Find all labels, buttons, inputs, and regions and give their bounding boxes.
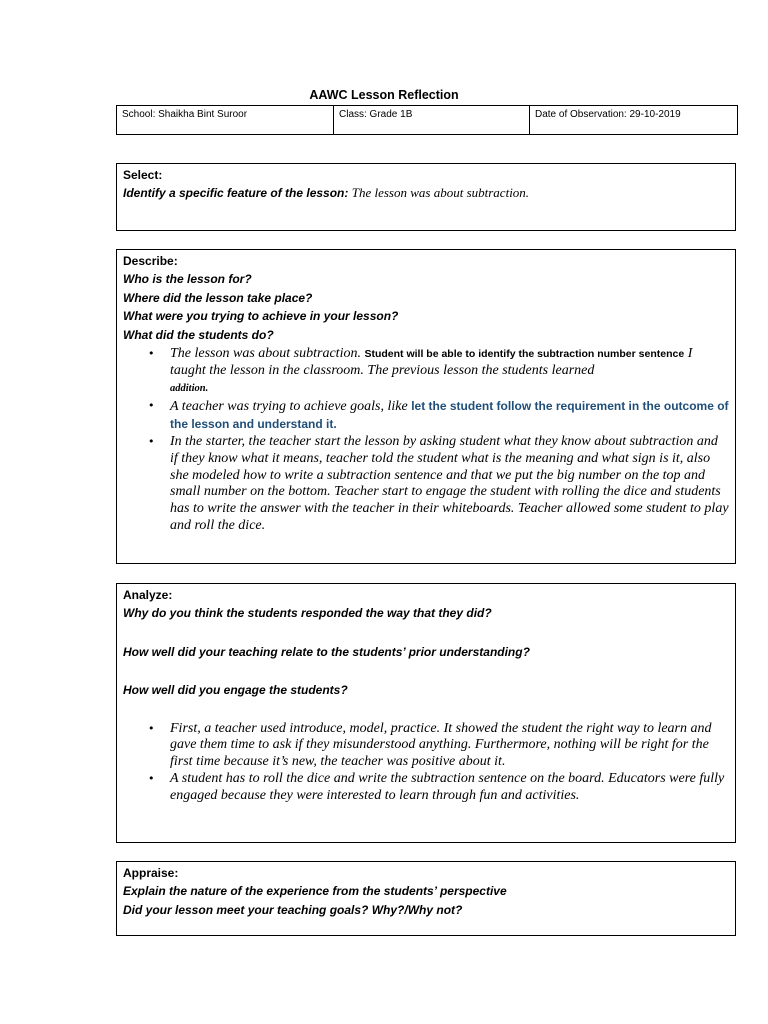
describe-section	[116, 249, 736, 564]
bullet-text: let the student follow the requirement in the outcome of the lesson and understand it.	[170, 399, 729, 432]
select-question-line	[123, 184, 729, 203]
bullet-icon: •	[148, 399, 155, 413]
bullet-icon: •	[148, 721, 155, 735]
bullet-icon: •	[148, 434, 155, 448]
bullet-icon: •	[148, 771, 155, 785]
select-section	[116, 163, 736, 231]
analyze-question: Why do you think the students responded the way that they did?	[123, 606, 492, 620]
class-cell: Class: Grade 1B	[334, 106, 530, 134]
school-cell: School: Shaikha Bint Suroor	[117, 106, 334, 134]
document-title: AAWC Lesson Reflection	[309, 88, 459, 102]
analyze-section	[116, 583, 736, 843]
describe-question: What did the students do?	[123, 327, 274, 342]
select-answer: The lesson was about subtraction.	[351, 185, 530, 200]
list-item	[148, 720, 729, 771]
appraise-question: Did your lesson meet your teaching goals? Why?/Why not?	[123, 902, 463, 917]
list-item	[148, 346, 729, 397]
list-item	[148, 398, 729, 434]
describe-label: Describe:	[123, 254, 178, 268]
bullet-text: A student has to roll the dice and write the subtraction sentence on the board. Educators were fully engaged because they were interested to learn through fun and activities.	[170, 770, 725, 803]
bullet-icon: •	[148, 347, 155, 360]
date-cell: Date of Observation: 29-10-2019	[535, 109, 681, 120]
header-table	[116, 105, 738, 135]
bullet-text: A teacher was trying to achieve goals, like	[170, 399, 412, 415]
select-label: Select:	[123, 168, 163, 182]
describe-question: What were you trying to achieve in your lesson?	[123, 309, 399, 323]
bullet-text: I taught the lesson in the classroom. The previous lesson the students learned	[170, 346, 693, 378]
bullet-text: In the starter, the teacher start the lesson by asking student what they know about subtraction and if they know what it means, teacher told the student what is the meaning and what sign is it, also she modeled how to write a subtraction sentence and that we put the big number on the top and small number on the bottom. Teacher start to engage the student with rolling the dice and students has to write the answer with the teacher in their whiteboards. Teacher allowed some student to play and roll the dice.	[170, 433, 729, 533]
describe-question: Who is the lesson for?	[123, 272, 252, 286]
appraise-section	[116, 861, 736, 936]
appraise-question: Explain the nature of the experience from the students’ perspective	[123, 884, 507, 898]
analyze-list	[123, 721, 729, 805]
describe-list	[123, 346, 729, 535]
bullet-text: Student will be able to identify the subtraction number sentence	[364, 348, 685, 360]
bullet-text: addition.	[170, 382, 209, 394]
analyze-question: How well did you engage the students?	[123, 683, 348, 697]
analyze-question: How well did your teaching relate to the students’ prior understanding?	[123, 644, 530, 659]
list-item	[148, 433, 729, 535]
appraise-label: Appraise:	[123, 866, 179, 880]
describe-question: Where did the lesson take place?	[123, 290, 313, 305]
bullet-text: The lesson was about subtraction.	[170, 346, 365, 361]
bullet-text: First, a teacher used introduce, model, practice. It showed the student the right way to learn and gave them time to ask if they misunderstood anything. Furthermore, nothing will be right for the first time because it’s new, the teacher was positive about it.	[170, 720, 712, 770]
select-question: Identify a specific feature of the lesson:	[123, 186, 349, 200]
analyze-label: Analyze:	[123, 588, 173, 602]
list-item	[148, 770, 729, 805]
